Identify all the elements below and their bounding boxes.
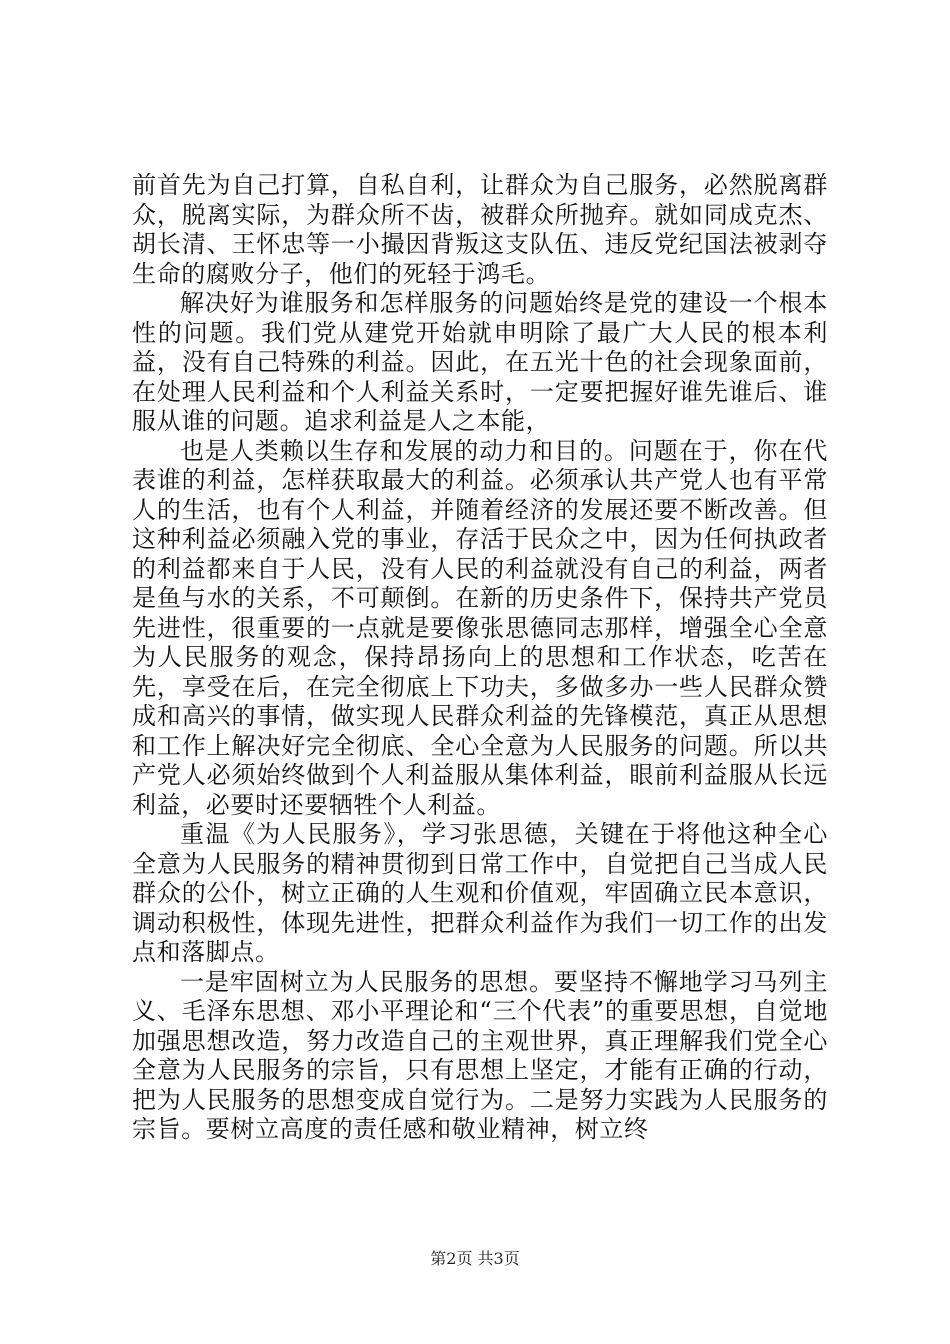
paragraph: 一是牢固树立为人民服务的思想。要坚持不懈地学习马列主义、毛泽东思想、邓小平理论和“三个代表”的重要思想，自觉地加强思想改造，努力改造自己的主观世界，真正理解我们党全心全意为人民服务的宗旨，只有思想上坚定，才能有正确的行动，把为人民服务的思想变成自觉行为。二是努力实践为人民服务的宗旨。要树立高度的责任感和敬业精神，树立终: [132, 967, 828, 1143]
paragraph: 也是人类赖以生存和发展的动力和目的。问题在于，你在代表谁的利益，怎样获取最大的利益。必须承认共产党人也有平常人的生活，也有个人利益，并随着经济的发展还要不断改善。但这种利益必须融入党的事业，存活于民众之中，因为任何执政者的利益都来自于人民，没有人民的利益就没有自己的利益，两者是鱼与水的关系，不可颠倒。在新的历史条件下，保持共产党员先进性，很重要的一点就是要像张思德同志那样，增强全心全意为人民服务的观念，保持昂扬向上的思想和工作状态，吃苦在先，享受在后，在完全彻底上下功夫，多做多办一些人民群众赞成和高兴的事情，做实现人民群众利益的先锋模范，真正从思想和工作上解决好完全彻底、全心全意为人民服务的问题。所以共产党人必须始终做到个人利益服从集体利益，眼前利益服从长远利益，必要时还要牺牲个人利益。: [132, 436, 828, 819]
paragraph: 重温《为人民服务》，学习张思德，关键在于将他这种全心全意为人民服务的精神贯彻到日常工作中，自觉把自己当成人民群众的公仆，树立正确的人生观和价值观，牢固确立民本意识，调动积极性，体现先进性，把群众利益作为我们一切工作的出发点和落脚点。: [132, 820, 828, 966]
page-footer: 第2页 共3页: [430, 1249, 520, 1268]
document-body: [132, 171, 828, 1145]
paragraph-continuation: 前首先为自己打算，自私自利，让群众为自己服务，必然脱离群众，脱离实际，为群众所不齿，被群众所抛弃。就如同成克杰、胡长清、王怀忠等一小撮因背叛这支队伍、违反党纪国法被剥夺生命的腐败分子，他们的死轻于鸿毛。: [132, 171, 828, 288]
paragraph: 解决好为谁服务和怎样服务的问题始终是党的建设一个根本性的问题。我们党从建党开始就申明除了最广大人民的根本利益，没有自己特殊的利益。因此，在五光十色的社会现象面前，在处理人民利益和个人利益关系时，一定要把握好谁先谁后、谁服从谁的问题。追求利益是人之本能，: [132, 289, 828, 435]
